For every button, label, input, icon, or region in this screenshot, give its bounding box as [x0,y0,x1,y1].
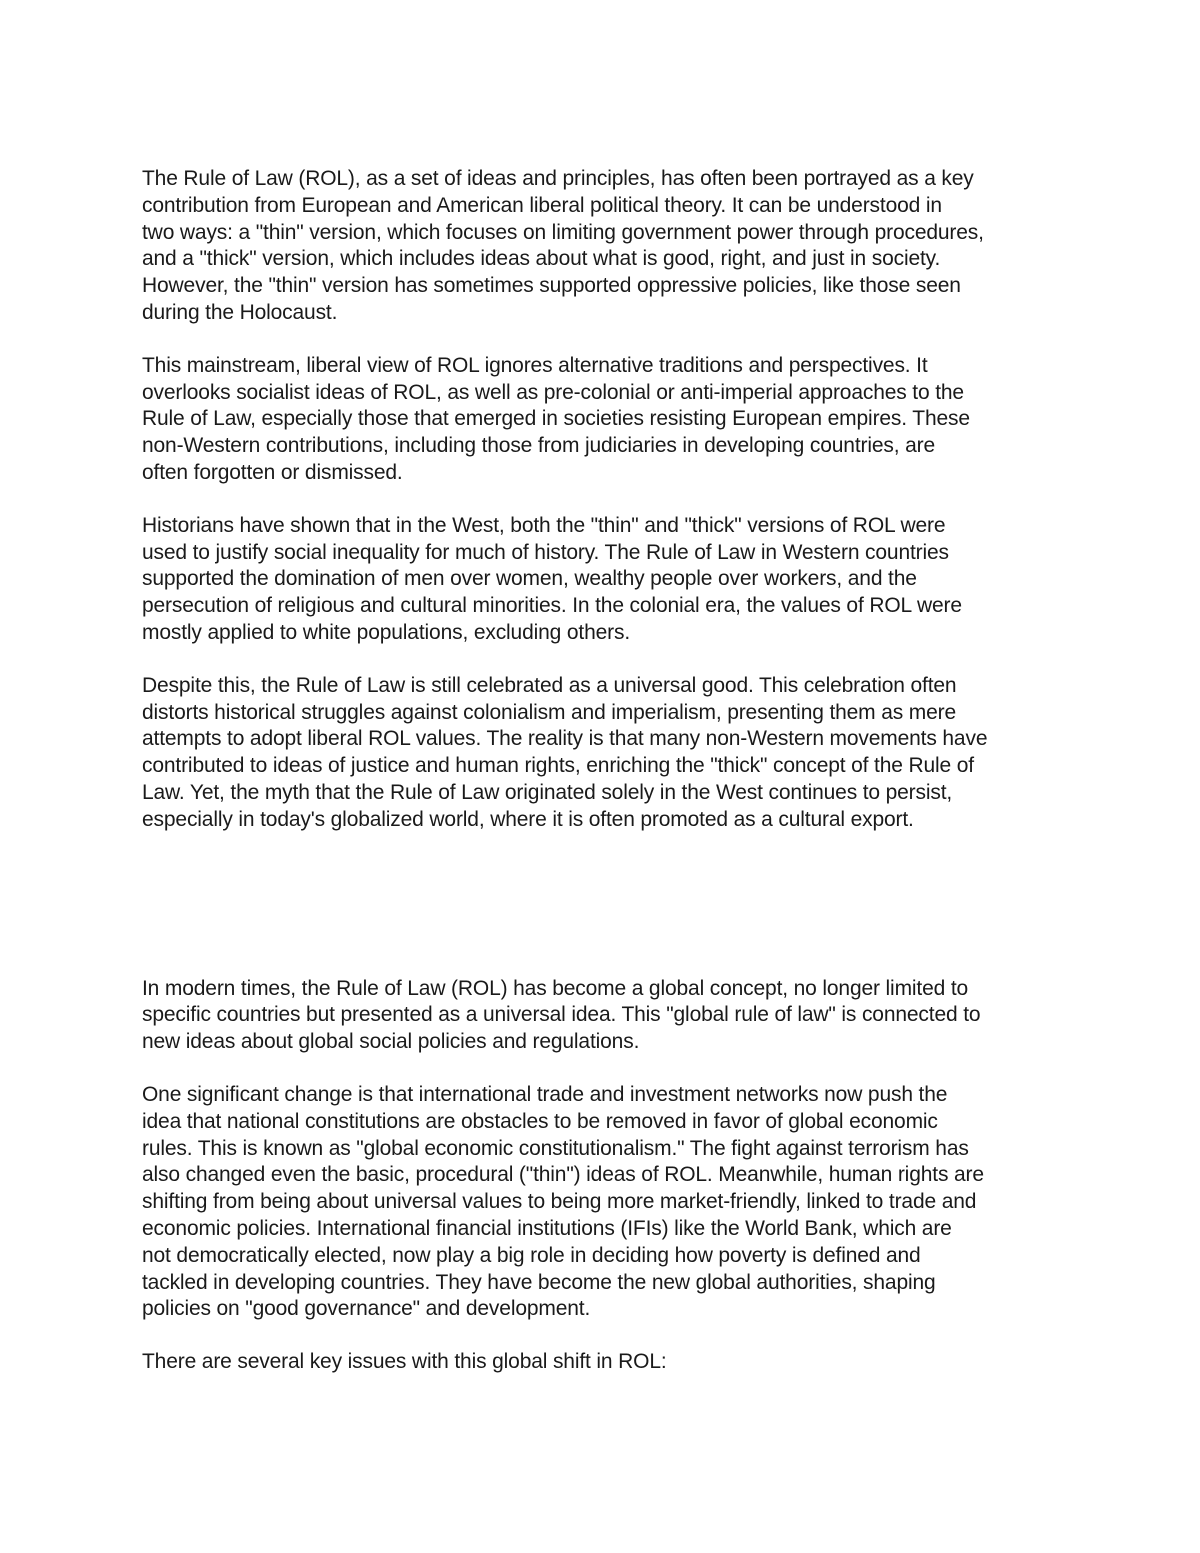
paragraph-global-rule-of-law: In modern times, the Rule of Law (ROL) has become a global concept, no longer limited to specific countries but presented as a universal idea. This "global rule of law" is connected to new ideas about global social policies and regulations. [142,976,981,1054]
paragraph-universal-good-myth: Despite this, the Rule of Law is still celebrated as a universal good. This celebration often distorts historical struggles against colonialism and imperialism, presenting them as mere attempts to adopt liberal ROL values. The reality is that many non-Western movements have contributed to ideas of justice and human rights, enriching the "thick" concept of the Rule of Law. Yet, the myth that the Rule of Law originated solely in the West continues to persist, especially in today's globalized world, where it is often promoted as a cultural export. [142,673,988,831]
paragraph-key-issues-intro: There are several key issues with this global shift in ROL: [142,1350,667,1374]
paragraph-historical-inequality: Historians have shown that in the West, both the "thin" and "thick" versions of ROL were used to justify social inequality for much of history. The Rule of Law in Western countries supported the domination of men over women, wealthy people over workers, and the persecution of religious and cultural minorities. In the colonial era, the values of ROL were mostly applied to white populations, excluding others. [142,513,962,644]
paragraph-global-economic-constitutionalism: One significant change is that international trade and investment networks now push the idea that national constitutions are obstacles to be removed in favor of global economic rules. This is known as "global economic constitutionalism." The fight against terrorism has also changed even the basic, procedural ("thin") ideas of ROL. Meanwhile, human rights are shifting from being about universal values to being more market-friendly, linked to trade and economic policies. International financial institutions (IFIs) like the World Bank, which are not democratically elected, now play a big role in deciding how poverty is defined and tackled in developing countries. They have become the new global authorities, shaping policies on "good governance" and development. [142,1082,984,1321]
document-body [142,166,1082,1376]
paragraph-alternative-traditions: This mainstream, liberal view of ROL ignores alternative traditions and perspectives. It overlooks socialist ideas of ROL, as well as pre-colonial or anti-imperial approaches to the Rule of Law, especially those that emerged in societies resisting European empires. These non-Western contributions, including those from judiciaries in developing countries, are often forgotten or dismissed. [142,353,970,484]
paragraph-rol-western-origin: The Rule of Law (ROL), as a set of ideas and principles, has often been portrayed as a key contribution from European and American liberal political theory. It can be understood in two ways: a "thin" version, which focuses on limiting government power through procedures, and a "thick" version, which includes ideas about what is good, right, and just in society. However, the "thin" version has sometimes supported oppressive policies, like those seen during the Holocaust. [142,167,984,324]
